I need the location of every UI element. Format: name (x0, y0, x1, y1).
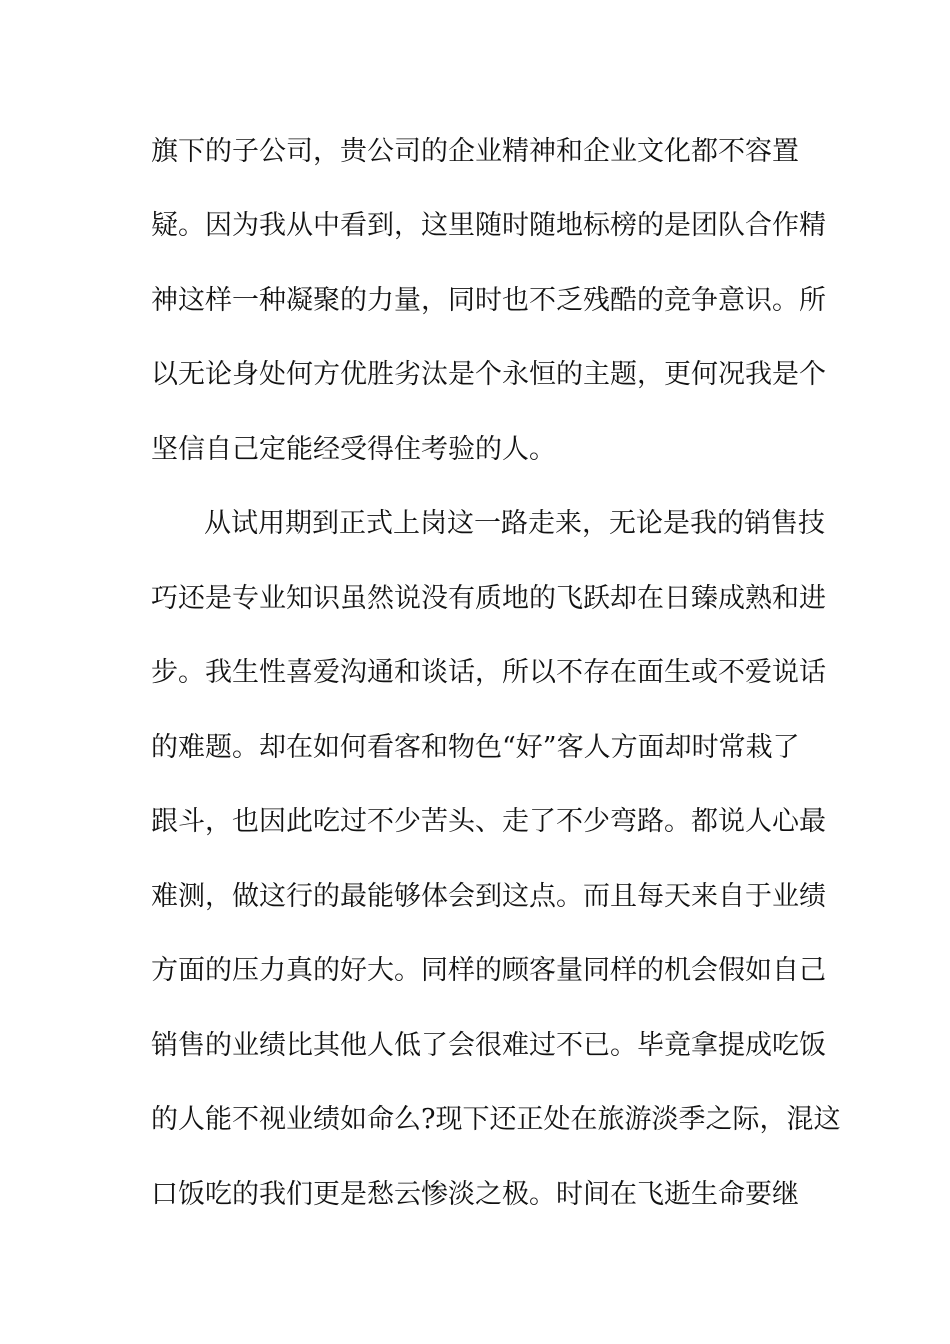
text-line: 以无论身处何方优胜劣汰是个永恒的主题，更何况我是个 (151, 359, 826, 390)
text-line: 神这样一种凝聚的力量，同时也不乏残酷的竞争意识。所 (151, 285, 826, 316)
text-line: 疑。因为我从中看到，这里随时随地标榜的是团队合作精 (151, 210, 826, 241)
text-line: 销售的业绩比其他人低了会很难过不已。毕竟拿提成吃饭 (151, 1030, 826, 1061)
text-line: 口饭吃的我们更是愁云惨淡之极。时间在飞逝生命要继 (151, 1179, 799, 1210)
text-line: 旗下的子公司，贵公司的企业精神和企业文化都不容置 (151, 136, 799, 167)
text-line: 难测，做这行的最能够体会到这点。而且每天来自于业绩 (151, 881, 826, 912)
text-line: 步。我生性喜爱沟通和谈话，所以不存在面生或不爱说话 (151, 657, 826, 688)
text-line: 坚信自己定能经受得住考验的人。 (151, 434, 556, 465)
text-line: 巧还是专业知识虽然说没有质地的飞跃却在日臻成熟和进 (151, 583, 826, 614)
text-line: 的难题。却在如何看客和物色“好”客人方面却时常栽了 (151, 732, 800, 763)
paragraph-first-line: 从试用期到正式上岗这一路走来，无论是我的销售技 (204, 508, 825, 539)
text-line: 的人能不视业绩如命么?现下还正处在旅游淡季之际，混这 (151, 1104, 841, 1135)
text-line: 跟斗，也因此吃过不少苦头、走了不少弯路。都说人心最 (151, 806, 826, 837)
text-line: 方面的压力真的好大。同样的顾客量同样的机会假如自己 (151, 955, 826, 986)
